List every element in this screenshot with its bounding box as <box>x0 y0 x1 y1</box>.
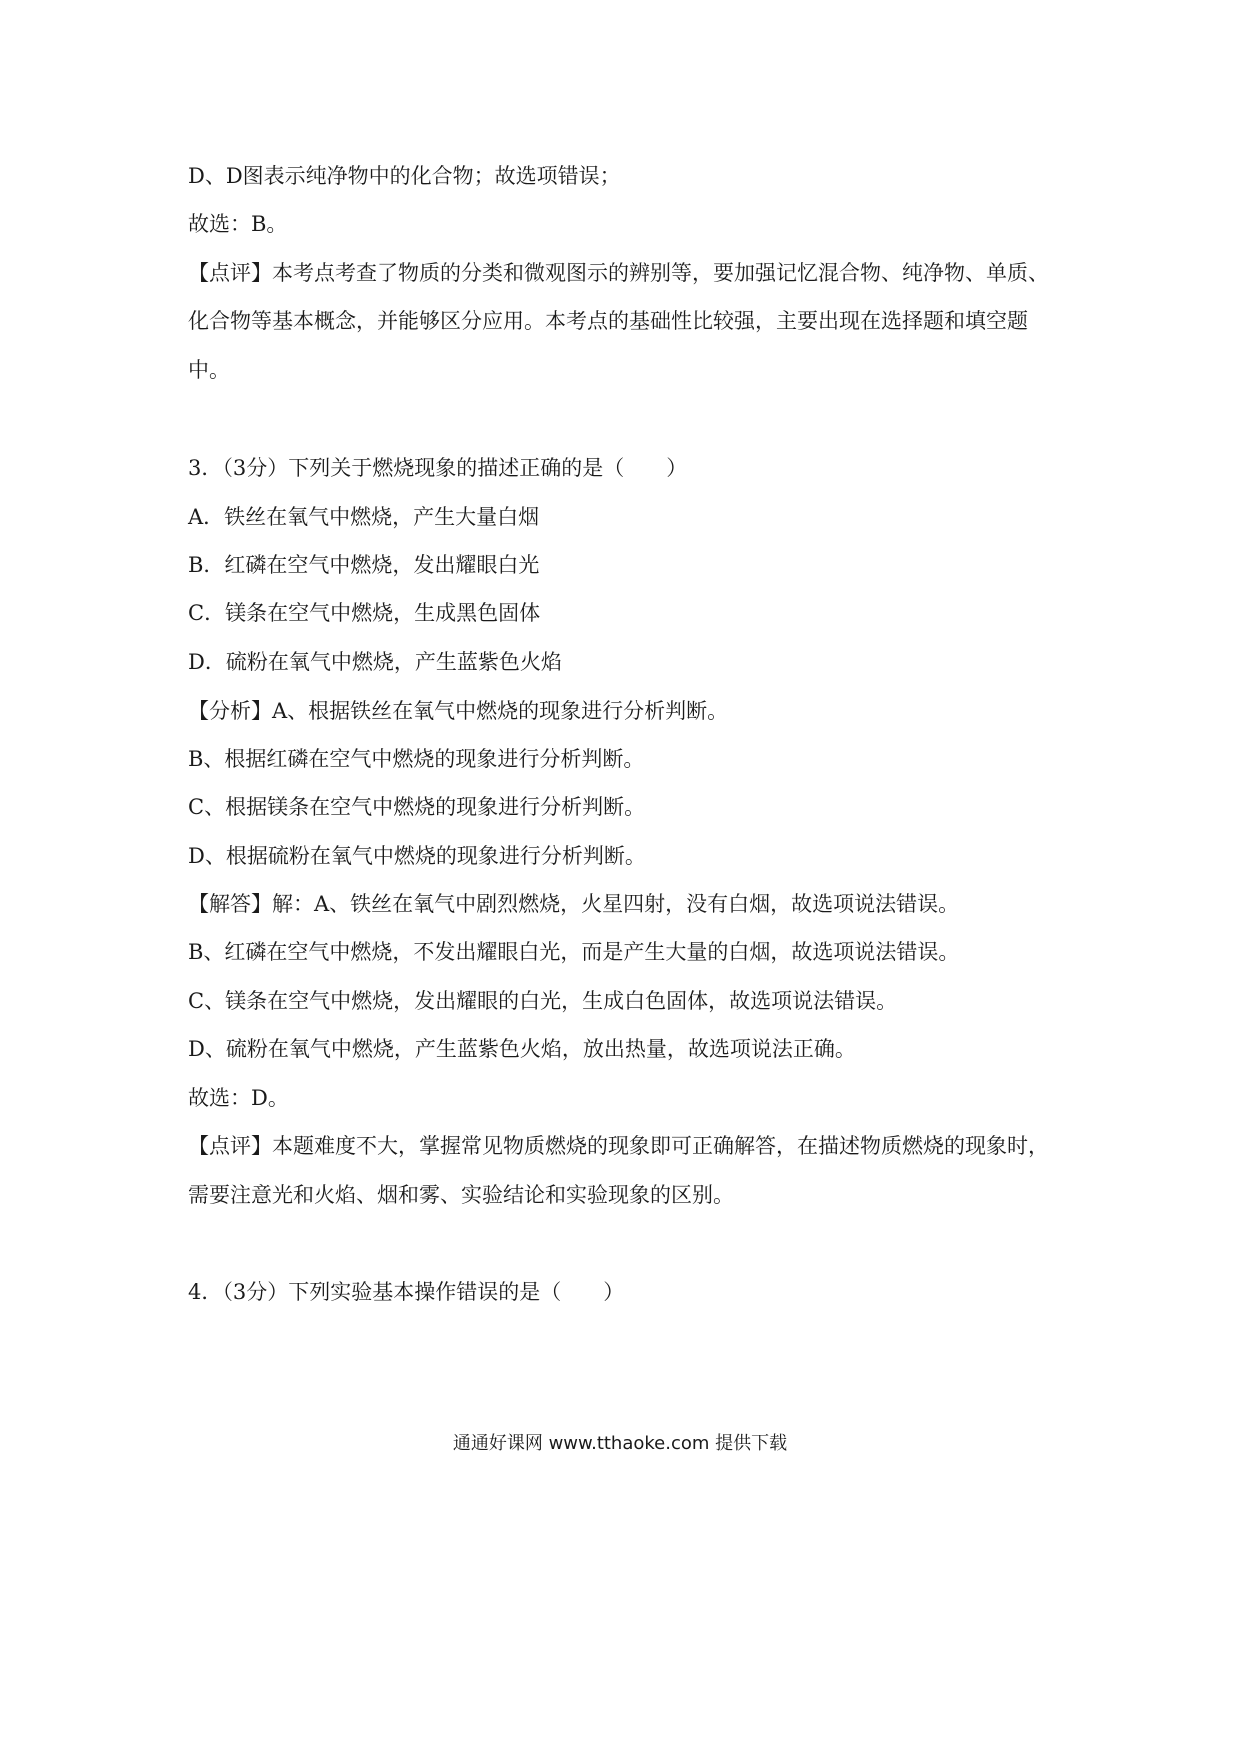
answer-line: 【解答】解：A、铁丝在氧气中剧烈燃烧，火星四射，没有白烟，故选项说法错误。 <box>188 892 960 916</box>
option-c: C．镁条在空气中燃烧，生成黑色固体 <box>188 601 541 625</box>
text-line: 化合物等基本概念，并能够区分应用。本考点的基础性比较强，主要出现在选择题和填空题 <box>188 309 1028 333</box>
analysis-line: C、根据镁条在空气中燃烧的现象进行分析判断。 <box>188 795 646 819</box>
answer-line: B、红磷在空气中燃烧，不发出耀眼白光，而是产生大量的白烟，故选项说法错误。 <box>188 940 960 964</box>
text-line: 中。 <box>188 358 230 382</box>
option-b: B．红磷在空气中燃烧，发出耀眼白光 <box>188 553 540 577</box>
question-4-stem: 4．（3分）下列实验基本操作错误的是（ ） <box>188 1280 625 1304</box>
text-line: 【点评】本考点考查了物质的分类和微观图示的辨别等，要加强记忆混合物、纯净物、单质、 <box>188 261 1049 285</box>
answer-line: D、硫粉在氧气中燃烧，产生蓝紫色火焰，放出热量，故选项说法正确。 <box>188 1037 856 1061</box>
comment-line: 【点评】本题难度不大，掌握常见物质燃烧的现象即可正确解答，在描述物质燃烧的现象时， <box>188 1134 1049 1158</box>
answer-line: C、镁条在空气中燃烧，发出耀眼的白光，生成白色固体，故选项说法错误。 <box>188 989 898 1013</box>
analysis-line: D、根据硫粉在氧气中燃烧的现象进行分析判断。 <box>188 844 646 868</box>
analysis-line: 【分析】A、根据铁丝在氧气中燃烧的现象进行分析判断。 <box>188 699 729 723</box>
option-d: D．硫粉在氧气中燃烧，产生蓝紫色火焰 <box>188 650 562 674</box>
question-3-stem: 3．（3分）下列关于燃烧现象的描述正确的是（ ） <box>188 456 688 480</box>
answer-choice: 故选：D。 <box>188 1086 289 1110</box>
page-footer: 通通好课网 www.tthaoke.com 提供下载 <box>452 1433 788 1454</box>
analysis-line: B、根据红磷在空气中燃烧的现象进行分析判断。 <box>188 747 645 771</box>
option-a: A．铁丝在氧气中燃烧，产生大量白烟 <box>188 505 540 529</box>
text-line: 故选：B。 <box>188 212 288 236</box>
text-line: D、D图表示纯净物中的化合物；故选项错误； <box>188 164 621 188</box>
comment-line: 需要注意光和火焰、烟和雾、实验结论和实验现象的区别。 <box>188 1183 734 1207</box>
